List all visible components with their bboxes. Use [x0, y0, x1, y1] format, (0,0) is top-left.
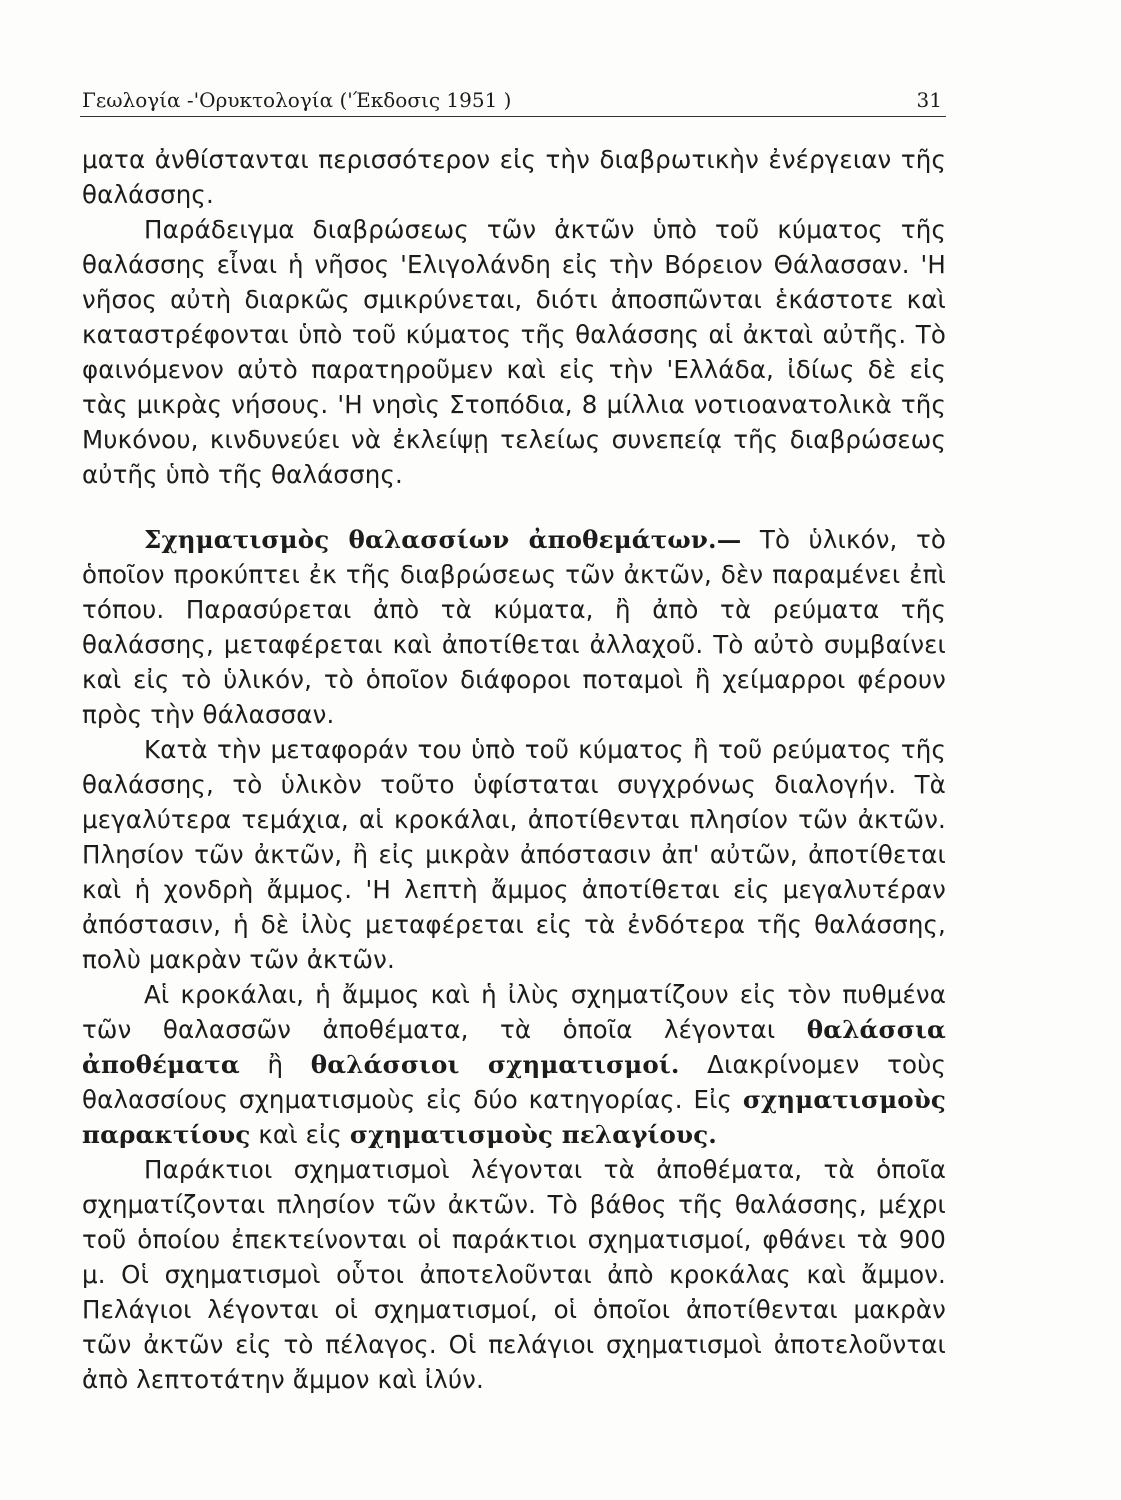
paragraph-5 — [82, 977, 946, 1152]
paragraph-5-part-c: ἢ — [239, 1050, 311, 1079]
header-title: Γεωλογία -'Ορυκτολογία ('Έκδοσις 1951 ) — [82, 88, 512, 112]
term-pelagic-formations: σχηματισμοὺς πελαγίους. — [349, 1120, 717, 1149]
paragraph-3-text: Τὸ ὑλικόν, τὸ ὁποῖον προκύπτει ἐκ τῆς διαβρώσεως τῶν ἀκτῶν, δὲν παραμένει ἐπὶ τόπου. Παρασύρεται ἀπὸ τὰ κύματα, ἢ ἀπὸ τὰ ρεύματα τῆς θαλάσσης, μεταφέρεται καὶ ἀποτίθεται ἀλλαχοῦ. Τὸ αὐτὸ συμβαίνει καὶ εἰς τὸ ὑλικόν, τὸ ὁποῖον διάφοροι ποταμοὶ ἢ χείμαρροι φέρουν πρὸς τὴν θάλασσαν. — [82, 525, 946, 729]
paragraph-5-part-d: Διακρίνομεν τοὺς θαλασσίους σχηματισμοὺς εἰς δύο κατηγορίας. Εἰς — [82, 1050, 947, 1114]
section-heading: Σχηματισμὸς θαλασσίων ἀποθεμάτων.— — [144, 525, 742, 554]
term-coastal-formations: σχηματισμοὺς παρακτίους — [82, 1085, 946, 1149]
paragraph-3 — [82, 522, 946, 732]
paragraph-5-part-e: καὶ εἰς — [250, 1120, 350, 1149]
paragraph-2: Παράδειγμα διαβρώσεως τῶν ἀκτῶν ὑπὸ τοῦ κύματος τῆς θαλάσσης εἶναι ἡ νῆσος 'Ελιγολάνδη εἰς τὴν Βόρειον Θάλασσαν. 'Η νῆσος αὐτὴ διαρκῶς σμικρύνεται, διότι ἀποσπῶνται ἑκάστοτε καὶ καταστρέφονται ὑπὸ τοῦ κύματος τῆς θαλάσσης αἱ ἀκταὶ αὐτῆς. Τὸ φαινόμενον αὐτὸ παρατηροῦμεν καὶ εἰς τὴν 'Ελλάδα, ἰδίως δὲ εἰς τὰς μικρὰς νήσους. 'Η νησὶς Στοπόδια, 8 μίλλια νοτιοανατολικὰ τῆς Μυκόνου, κινδυνεύει νὰ ἐκλείψῃ τελείως συνεπείᾳ τῆς διαβρώσεως αὐτῆς ὑπὸ τῆς θαλάσσης. — [82, 215, 946, 489]
term-marine-formations: θαλάσσιοι σχηματισμοί. — [310, 1050, 680, 1079]
paragraph-6: Παράκτιοι σχηματισμοὶ λέγονται τὰ ἀποθέματα, τὰ ὁποῖα σχηματίζονται πλησίον τῶν ἀκτῶν. Τὸ βάθος τῆς θαλάσσης, μέχρι τοῦ ὁποίου ἐπεκτείνονται οἱ παράκτιοι σχηματισμοί, φθάνει τὰ 900 μ. Οἱ σχηματισμοὶ οὗτοι ἀποτελοῦνται ἀπὸ κροκάλας καὶ ἄμμον. Πελάγιοι λέγονται οἱ σχηματισμοί, οἱ ὁποῖοι ἀποτίθενται μακρὰν τῶν ἀκτῶν εἰς τὸ πέλαγος. Οἱ πελάγιοι σχηματισμοὶ ἀποτελοῦνται ἀπὸ λεπτοτάτην ἄμμον καὶ ἰλύν. — [82, 1155, 946, 1394]
paragraph-1: ματα ἀνθίστανται περισσότερον εἰς τὴν διαβρωτικὴν ἐνέργειαν τῆς θαλάσσης. — [82, 145, 946, 209]
running-header — [80, 86, 946, 117]
page-body — [82, 142, 946, 1397]
page-number: 31 — [916, 88, 942, 112]
paragraph-4: Κατὰ τὴν μεταφοράν του ὑπὸ τοῦ κύματος ἢ τοῦ ρεύματος τῆς θαλάσσης, τὸ ὑλικὸν τοῦτο ὑφίσταται συγχρόνως διαλογήν. Τὰ μεγαλύτερα τεμάχια, αἱ κροκάλαι, ἀποτίθενται πλησίον τῶν ἀκτῶν. Πλησίον τῶν ἀκτῶν, ἢ εἰς μικρὰν ἀπόστασιν ἀπ' αὐτῶν, ἀποτίθεται καὶ ἡ χονδρὴ ἄμμος. 'Η λεπτὴ ἄμμος ἀποτίθεται εἰς μεγαλυτέραν ἀπόστασιν, ἡ δὲ ἰλὺς μεταφέρεται εἰς τὰ ἐνδότερα τῆς θαλάσσης, πολὺ μακρὰν τῶν ἀκτῶν. — [82, 735, 946, 974]
term-marine-deposits: θαλάσσια ἀποθέματα — [82, 1015, 946, 1079]
paragraph-5-part-a: Αἱ κροκάλαι, ἡ ἄμμος καὶ ἡ ἰλὺς σχηματίζουν εἰς τὸν πυθμένα τῶν θαλασσῶν ἀποθέματα, τὰ ὁποῖα λέγονται — [82, 980, 946, 1044]
